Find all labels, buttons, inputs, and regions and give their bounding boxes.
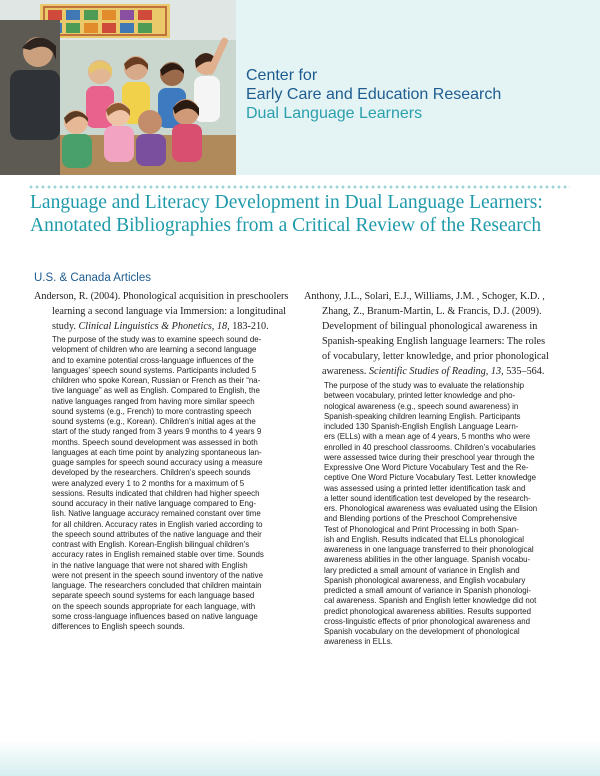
citation-line: Anthony, J.L., Solari, E.J., Williams, J.M. , Schoger, K.D. , (304, 291, 545, 302)
abstract-line: ers (ELLs) with a mean age of 4 years, 5 months who were (324, 432, 531, 442)
org-line-1: Center for (246, 67, 318, 84)
abstract-line: a letter sound identification test developed by the research- (324, 493, 531, 503)
abstract-line: accuracy rates in English remained stable over time. Sounds (52, 550, 264, 560)
abstract-line: Test of Phonological and Print Processing in both Span- (324, 524, 519, 534)
org-line-2: Early Care and Education Research (246, 86, 502, 103)
citation-line: of vocabulary, letter knowledge, and prior phonological (322, 351, 549, 362)
article-abstract (324, 381, 537, 648)
abstract-line: awareness abilities in the other language. Spanish vocabu- (324, 555, 531, 565)
abstract-line: and to examine potential cross-language influences of the (52, 355, 254, 365)
abstract-line: was assessed using a printed letter identification task and (324, 483, 526, 493)
citation-line: learning a second language via Immersion: a longitudinal (52, 306, 286, 317)
journal-name: Clinical Linguistics & Phonetics, 18, (78, 321, 230, 332)
dotted-divider (28, 184, 570, 190)
abstract-line: sound systems (e.g., Korean). Children’s initial ages at the (52, 417, 256, 426)
page-title (30, 191, 575, 237)
abstract-line: between vocabulary, printed letter knowledge and pho- (324, 391, 516, 401)
abstract-line: native languages ranged from having more similar speech (52, 396, 255, 406)
abstract-line: on the speech sounds appropriate for each language, with (52, 601, 256, 611)
abstract-line: lish. Native language accuracy remained constant over time (52, 509, 261, 519)
abstract-line: differences to English speech sounds. (52, 622, 185, 631)
title-line-2: Annotated Bibliographies from a Critical Review of the Research (30, 215, 542, 236)
citation-line-last (34, 319, 309, 334)
abstract-line: Spanish phonological awareness, and English vocabulary (324, 575, 526, 585)
classroom-photo (0, 0, 236, 175)
abstract-line: separate speech sound systems for each language based (52, 591, 255, 601)
citation-post: 183-210. (229, 321, 269, 332)
abstract-line: predict phonological awareness abilities. Results supported (324, 606, 532, 616)
abstract-line: in the native language that were not shared with English (52, 560, 248, 570)
abstract-line: ers. Phonological awareness was evaluated using the Elision (324, 504, 538, 513)
abstract-line: languages’ speech sound systems. Participants included 5 (52, 365, 257, 375)
citation-pre: awareness. (322, 366, 369, 377)
title-line-1: Language and Literacy Development in Dual Language Learners: (30, 192, 543, 213)
abstract-line: languages at each time point by analyzing spontaneous lan- (52, 447, 262, 457)
article-citation (304, 289, 594, 379)
abstract-line: Expressive One Word Picture Vocabulary Test and the Re- (324, 463, 529, 472)
abstract-line: were assessed twice during their preschool year through the (324, 452, 535, 462)
org-line-3: Dual Language Learners (246, 105, 423, 122)
abstract-line: some cross-language influences based on native language (52, 611, 258, 621)
abstract-line: and Blending portions of the Preschool Comprehensive (324, 514, 518, 524)
abstract-line: children who spoke Korean, Russian or French as their “na- (52, 376, 261, 385)
citation-line: Spanish-speaking English language learners: The roles (322, 336, 546, 347)
citation-post: 535–564. (503, 366, 545, 377)
abstract-line: Spanish-speaking children learning English. Participants (324, 411, 521, 421)
abstract-line: ish and English. Results indicated that ELLs phonological (324, 534, 525, 544)
abstract-line: The purpose of the study was to examine speech sound de- (52, 335, 262, 344)
abstract-line: language. The researchers concluded that children maintain (52, 581, 262, 590)
footer-fade (0, 740, 600, 776)
abstract-line: Spanish vocabulary on the development of phonological (324, 627, 520, 636)
abstract-line: developed by the researchers. Children’s speech sounds (52, 468, 251, 478)
abstract-line: sessions. Results indicated that children had higher speech (52, 488, 260, 498)
abstract-line: nological awareness (e.g., speech sound awareness) in (324, 401, 519, 411)
citation-line: Anderson, R. (2004). Phonological acquisition in preschoolers (34, 291, 289, 302)
abstract-line: were not present in the speech sound inventory of the native (52, 570, 263, 580)
abstract-line: months. Speech sound development was assessed in both (52, 437, 258, 447)
abstract-line: for all children. Accuracy rates in English varied according to (52, 519, 263, 529)
abstract-line: awareness in ELLs. (324, 637, 393, 647)
abstract-line: velopment of children who are learning a second language (52, 345, 257, 355)
abstract-line: included 130 Spanish-English English Language Learn- (324, 422, 519, 431)
citation-pre: study. (52, 321, 79, 332)
abstract-line: start of the study ranged from 3 years 9 months to 4 years 9 (52, 427, 262, 437)
citation-line-last (304, 364, 594, 379)
abstract-line: predicted a small amount of variance in Spanish phonologi- (324, 586, 532, 595)
journal-name: Scientific Studies of Reading, 13, (368, 366, 504, 377)
abstract-line: tive language” as well as English. Compared to English, the (52, 386, 260, 396)
article-citation (34, 289, 309, 334)
abstract-line: sound systems (e.g., French) to more contrasting speech (52, 406, 252, 416)
abstract-line: cross-linguistic effects of prior phonological awareness and (324, 616, 530, 626)
abstract-line: the speech sound attributes of the native language and their (52, 529, 262, 539)
abstract-line: enrolled in 40 preschool classrooms. Children’s vocabularies (324, 442, 536, 452)
abstract-line: sound accuracy in their native language compared to Eng- (52, 499, 256, 508)
abstract-line: awareness in one language transferred to their phonological (324, 545, 534, 554)
section-heading: U.S. & Canada Articles (34, 272, 151, 284)
header-banner (0, 0, 600, 175)
organization-name (246, 66, 501, 123)
abstract-line: cal awareness. Spanish and English letter knowledge did not (324, 596, 537, 606)
abstract-line: contrast with English. Korean-English bilingual children’s (52, 540, 250, 549)
citation-line: Development of bilingual phonological awareness in (322, 321, 538, 332)
abstract-line: guage samples for speech sound accuracy using a measure (52, 458, 263, 467)
abstract-line: ceptive One Word Picture Vocabulary Test. Letter knowledge (324, 473, 536, 483)
abstract-line: The purpose of the study was to evaluate the relationship (324, 381, 525, 390)
abstract-line: lary predicted a small amount of variance in English and (324, 565, 520, 575)
citation-line: Zhang, Z., Branum-Martin, L. & Francis, D.J. (2009). (322, 306, 542, 317)
article-abstract (52, 335, 264, 632)
abstract-line: were analyzed every 1 to 2 months for a maximum of 5 (52, 478, 245, 488)
